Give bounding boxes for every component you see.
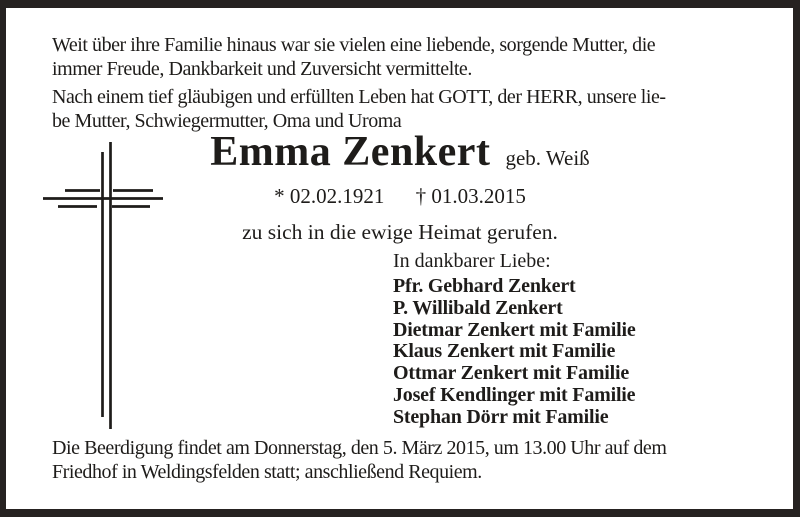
list-item: Klaus Zenkert mit Familie [393,340,616,363]
list-item: Dietmar Zenkert mit Familie [393,318,636,341]
death-date: † 01.03.2015 [415,184,526,208]
text-line: be Mutter, Schwiegermutter, Oma und Uroma [52,110,402,133]
text-line: Nach einem tief gläubigen und erfüllten Leben hat GOTT, der HERR, unsere lie- [52,86,666,108]
intro-paragraph-1 [52,33,655,82]
text-line: Weit über ihre Familie hinaus war sie vielen eine liebende, sorgende Mutter, die [52,34,656,56]
birth-date: * 02.02.1921 [274,184,385,208]
mourners-list [393,249,636,429]
list-item: Ottmar Zenkert mit Familie [393,362,630,385]
list-item: Pfr. Gebhard Zenkert [393,275,576,297]
maiden-name: geb. Weiß [505,146,590,170]
intro-paragraph-2 [52,85,666,134]
text-line: Die Beerdigung findet am Donnerstag, den 5. März 2015, um 13.00 Uhr auf dem [52,437,667,459]
text-line: immer Freude, Dankbarkeit und Zuversicht vermittelte. [52,58,472,81]
mourners-heading: In dankbarer Liebe: [393,250,551,272]
list-item: P. Willibald Zenkert [393,296,563,319]
deceased-name-line [0,128,800,185]
deceased-name: Emma Zenkert [210,129,491,175]
list-item: Stephan Dörr mit Familie [393,405,609,428]
funeral-info [52,436,666,485]
life-dates [0,183,800,209]
list-item: Josef Kendlinger mit Familie [393,383,636,406]
called-home-line: zu sich in die ewige Heimat gerufen. [242,220,558,244]
text-line: Friedhof in Weldingsfelden statt; anschließend Requiem. [52,461,482,484]
